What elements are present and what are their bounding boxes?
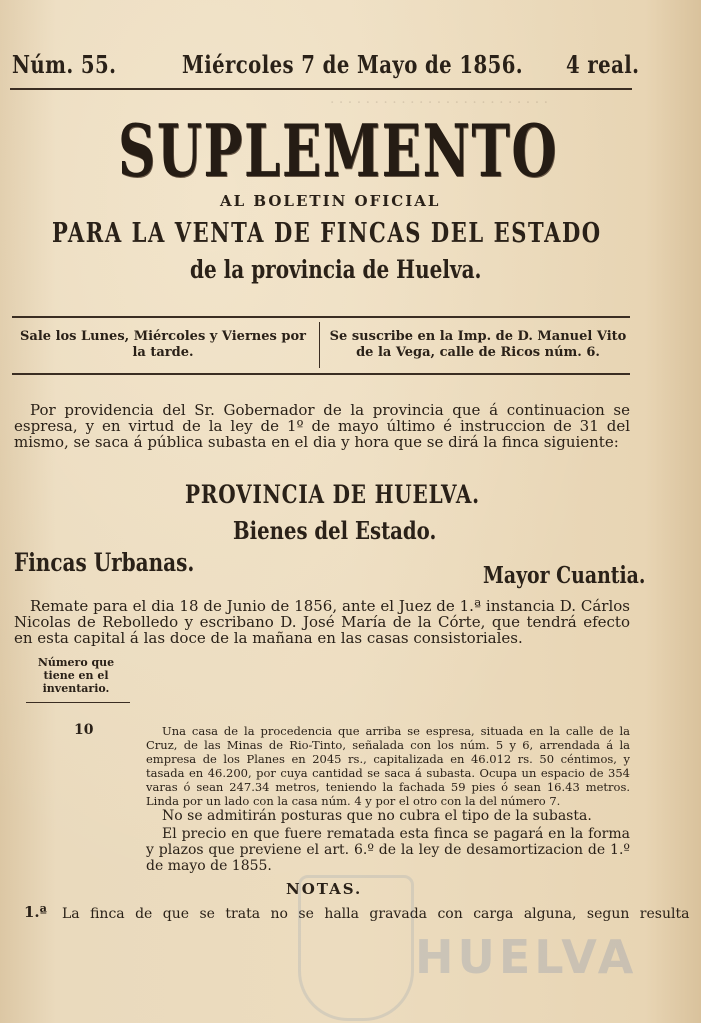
archive-watermark-text: HUELVA: [415, 930, 638, 984]
nota-1-number: 1.ª: [24, 903, 47, 921]
remate-paragraph: Remate para el dia 18 de Junio de 1856, ante el Juez de 1.ª instancia D. Cárlos Nicolas de Rebolledo y escribano D. José María de la Córte, que tendrá efecto en esta capital á las doce de la mañana en las casas consistoriales.: [14, 597, 630, 647]
province-heading: PROVINCIA DE HUELVA.: [185, 480, 480, 509]
item-description: Una casa de la procedencia que arriba se espresa, situada en la calle de la Cruz, de las Minas de Rio-Tinto, señalada con los núm. 5 y 6, arrendada á la empresa de los Planes en 2045 rs., capitalizada en 46.012 rs. 50 céntimos, y tasada en 46.200, por cuya cantidad se saca á subasta. Ocupa un espacio de 354 varas ó sean 247.34 metros, teniendo la fachada 59 pies ó sean 16.43 metros. Linda por un lado con la casa núm. 4 y por el otro con la del número 7.: [146, 724, 630, 808]
mayor-cuantia-heading: Mayor Cuantia.: [483, 562, 646, 589]
item-number: 10: [74, 722, 94, 738]
masthead-title: SUPLEMENTO: [118, 108, 559, 193]
masthead-subtitle-boletin: AL BOLETIN OFICIAL: [220, 192, 441, 210]
item-postura-condition: No se admitirán posturas que no cubra el tipo de la subasta.: [162, 808, 592, 824]
subscription-info: Se suscribe en la Imp. de D. Manuel Vito de la Vega, calle de Ricos núm. 6.: [329, 329, 627, 360]
intro-paragraph: Por providencia del Sr. Gobernador de la provincia que á continuacion se espresa, y en virtud de la ley de 1º de mayo último é instruccion de 31 del mismo, se saca á pública subasta en el dia y hora que se dirá la finca siguiente:: [14, 401, 630, 451]
issue-date: Miércoles 7 de Mayo de 1856.: [182, 50, 524, 79]
info-top-rule: [12, 316, 630, 318]
bienes-heading: Bienes del Estado.: [233, 516, 437, 545]
numero-rule: [26, 702, 130, 703]
info-bottom-rule: [12, 373, 630, 375]
bleed-through-text: · · · · · · · · · · · · · · · · · · · · · · · · ·: [330, 95, 549, 111]
masthead-subtitle-provincia: de la provincia de Huelva.: [190, 255, 482, 284]
issue-number: Núm. 55.: [12, 50, 117, 79]
issue-price: 4 real.: [566, 50, 640, 79]
notas-heading: NOTAS.: [286, 880, 363, 898]
masthead-subtitle-venta: PARA LA VENTA DE FINCAS DEL ESTADO: [52, 218, 602, 249]
fincas-urbanas-heading: Fincas Urbanas.: [14, 548, 195, 577]
info-divider: [319, 322, 320, 368]
header-rule: [10, 88, 632, 90]
numero-inventario-label: Número que tiene en el inventario.: [37, 656, 115, 695]
item-precio-condition: El precio en que fuere rematada esta finca se pagará en la forma y plazos que previene el art. 6.º de la ley de desamortizacion de 1.º de mayo de 1855.: [146, 826, 630, 874]
nota-1-text: La finca de que se trata no se halla gravada con carga alguna, segun resulta: [62, 906, 690, 922]
publication-schedule: Sale los Lunes, Miércoles y Viernes por la tarde.: [20, 329, 306, 360]
archive-shield-watermark: [298, 875, 414, 1021]
